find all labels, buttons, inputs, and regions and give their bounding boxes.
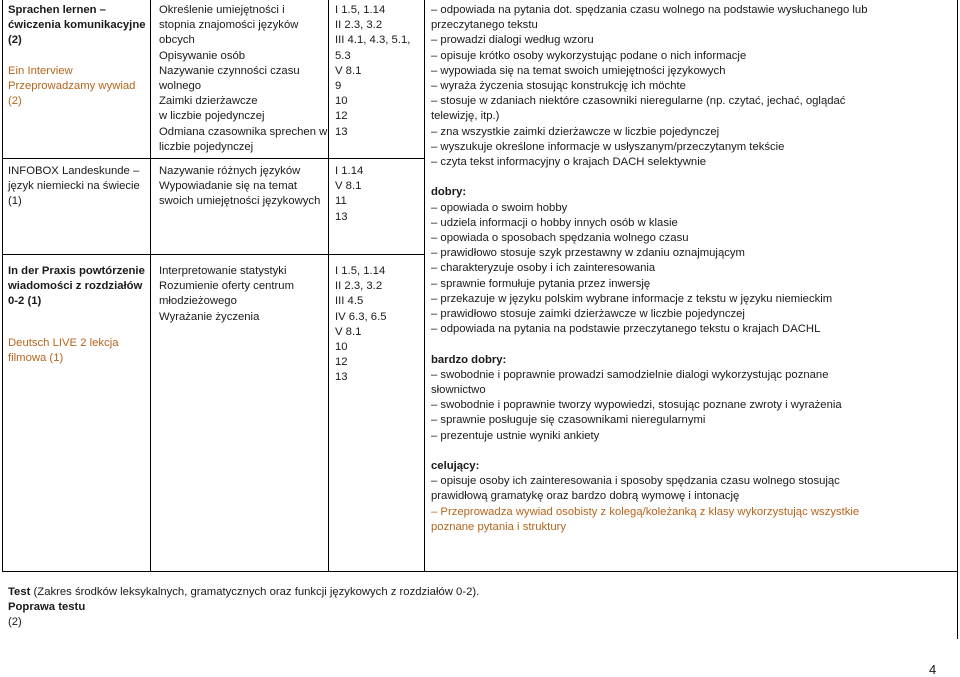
spacer bbox=[8, 49, 146, 64]
skill-line: Określenie umiejętności i bbox=[159, 4, 285, 16]
footer-hours: (2) bbox=[8, 616, 22, 629]
skill-line: Rozumienie oferty centrum bbox=[159, 280, 294, 293]
requirement-line: – charakteryzuje osoby i ich zainteresowania bbox=[431, 262, 656, 275]
requirement-line: przeczytanego tekstu bbox=[431, 19, 538, 32]
row1-topic-text bbox=[8, 3, 146, 109]
page-number: 4 bbox=[929, 662, 937, 677]
column-divider-2 bbox=[328, 0, 329, 571]
curriculum-code: 5.3 bbox=[335, 49, 351, 62]
row3-curriculum-codes bbox=[335, 264, 387, 386]
column-divider-1 bbox=[150, 0, 151, 571]
requirement-line: – prowadzi dialogi według wzoru bbox=[431, 34, 594, 47]
skill-line: młodzieżowego bbox=[159, 295, 237, 308]
topic-line: język niemiecki na świecie bbox=[8, 180, 140, 193]
row3-skills-cell bbox=[159, 264, 294, 325]
requirements-list bbox=[431, 3, 868, 535]
spacer bbox=[8, 310, 145, 325]
curriculum-code: II 2.3, 3.2 bbox=[335, 19, 383, 32]
skill-line: Odmiana czasownika sprechen w bbox=[159, 125, 328, 138]
requirement-line: – zna wszystkie zaimki dzierżawcze w liczbie pojedynczej bbox=[431, 125, 720, 138]
row3-curriculum-cell bbox=[335, 264, 387, 386]
curriculum-code: V 8.1 bbox=[335, 180, 362, 193]
row2-curriculum-cell bbox=[335, 164, 363, 225]
topic-line: In der Praxis powtórzenie bbox=[8, 265, 145, 277]
requirement-line: – Przeprowadza wywiad osobisty z kolegą/koleżanką z klasy wykorzystując wszystkie bbox=[431, 505, 860, 518]
skill-line: Interpretowanie statystyki bbox=[159, 265, 287, 277]
curriculum-code: I 1.5, 1.14 bbox=[335, 4, 386, 16]
row2-skills-list bbox=[159, 164, 320, 210]
curriculum-code: 10 bbox=[335, 95, 348, 108]
topic-line: INFOBOX Landeskunde – bbox=[8, 165, 140, 177]
curriculum-code: III 4.5 bbox=[335, 295, 364, 308]
requirement-line: – opowiada o sposobach spędzania wolnego czasu bbox=[431, 232, 689, 245]
topic-line: ćwiczenia komunikacyjne bbox=[8, 19, 146, 32]
curriculum-code: 13 bbox=[335, 125, 348, 138]
curriculum-code: 9 bbox=[335, 80, 342, 93]
footer-retake-label: Poprawa testu bbox=[8, 601, 86, 614]
topic-line: wiadomości z rozdziałów bbox=[8, 280, 143, 293]
requirement-line: – wyraża życzenia stosując konstrukcję ich möchte bbox=[431, 80, 686, 93]
row1-curriculum-cell bbox=[335, 3, 410, 140]
row2-skills-cell bbox=[159, 164, 320, 210]
requirement-line: – czyta tekst informacyjny o krajach DACH selektywnie bbox=[431, 156, 706, 169]
topic-line: Sprachen lernen – bbox=[8, 4, 106, 16]
row-divider-footer bbox=[2, 571, 958, 572]
requirement-line: – opisuje krótko osoby wykorzystując podane o nich informacje bbox=[431, 49, 747, 62]
row3-topic-cell bbox=[8, 264, 145, 366]
topic-line: (1) bbox=[8, 195, 22, 208]
skill-line: Wyrażanie życzenia bbox=[159, 310, 260, 323]
skill-line: Nazywanie różnych języków bbox=[159, 165, 301, 177]
spacer bbox=[431, 444, 868, 459]
requirement-line: – przekazuje w języku polskim wybrane informacje z tekstu w języku niemieckim bbox=[431, 292, 833, 305]
skill-line: w liczbie pojedynczej bbox=[159, 110, 265, 123]
requirement-line: bardzo dobry: bbox=[431, 353, 507, 366]
row2-topic-text bbox=[8, 164, 140, 210]
requirement-line: poznane pytania i struktury bbox=[431, 520, 567, 533]
curriculum-code: II 2.3, 3.2 bbox=[335, 280, 383, 293]
topic-line: (2) bbox=[8, 34, 22, 47]
spacer bbox=[431, 170, 868, 185]
curriculum-code: I 1.5, 1.14 bbox=[335, 265, 386, 277]
requirement-line: – stosuje w zdaniach niektóre czasowniki nieregularne (np. czytać, jechać, oglądać bbox=[431, 95, 846, 108]
requirement-line: – prezentuje ustnie wyniki ankiety bbox=[431, 429, 600, 442]
footer-test-line bbox=[8, 585, 479, 600]
requirement-line: – opisuje osoby ich zainteresowania i sposoby spędzania czasu wolnego stosując bbox=[431, 475, 840, 488]
skill-line: Opisywanie osób bbox=[159, 49, 246, 62]
row2-curriculum-codes bbox=[335, 164, 363, 225]
curriculum-code: V 8.1 bbox=[335, 325, 362, 338]
skill-line: stopnia znajomości języków bbox=[159, 19, 299, 32]
requirement-line: telewizję, itp.) bbox=[431, 110, 500, 123]
row1-topic-cell bbox=[8, 3, 146, 109]
skill-line: Zaimki dzierżawcze bbox=[159, 95, 258, 108]
requirement-line: – opowiada o swoim hobby bbox=[431, 201, 568, 214]
requirement-line: – swobodnie i poprawnie prowadzi samodzielnie dialogi wykorzystując poznane bbox=[431, 368, 829, 381]
requirement-line: prawidłową gramatykę oraz bardzo dobrą wymowę i intonację bbox=[431, 490, 740, 503]
requirements-cell bbox=[431, 3, 868, 535]
spacer bbox=[8, 325, 145, 336]
curriculum-code: V 8.1 bbox=[335, 64, 362, 77]
curriculum-code: 13 bbox=[335, 371, 348, 384]
row-divider-1 bbox=[2, 158, 425, 159]
column-divider-3 bbox=[424, 0, 425, 571]
curriculum-code: 13 bbox=[335, 210, 348, 223]
requirement-line: słownictwo bbox=[431, 384, 486, 397]
row1-skills-cell bbox=[159, 3, 327, 155]
row-divider-2 bbox=[2, 254, 425, 255]
topic-line: Ein Interview bbox=[8, 64, 73, 77]
requirement-line: – odpowiada na pytania na podstawie przeczytanego tekstu o krajach DACHL bbox=[431, 323, 821, 336]
table-border-left bbox=[2, 0, 3, 571]
curriculum-code: IV 6.3, 6.5 bbox=[335, 310, 387, 323]
row2-topic-cell bbox=[8, 164, 140, 210]
skill-line: wolnego bbox=[159, 80, 202, 93]
topic-line: 0-2 (1) bbox=[8, 295, 42, 308]
requirement-line: dobry: bbox=[431, 186, 467, 199]
row3-skills-list bbox=[159, 264, 294, 325]
row3-topic-text bbox=[8, 264, 145, 366]
footer-test-label: Test bbox=[8, 586, 31, 598]
curriculum-code: III 4.1, 4.3, 5.1, bbox=[335, 34, 411, 47]
curriculum-code: 12 bbox=[335, 110, 348, 123]
skill-line: swoich umiejętności językowych bbox=[159, 195, 321, 208]
row1-skills-list bbox=[159, 3, 327, 155]
requirement-line: – swobodnie i poprawnie tworzy wypowiedzi, stosując poznane zwroty i wyrażenia bbox=[431, 399, 842, 412]
curriculum-code: 12 bbox=[335, 356, 348, 369]
curriculum-code: I 1.14 bbox=[335, 165, 364, 177]
skill-line: Nazywanie czynności czasu bbox=[159, 64, 300, 77]
topic-line: Deutsch LIVE 2 lekcja bbox=[8, 336, 119, 349]
requirement-line: – prawidłowo stosuje szyk przestawny w zdaniu oznajmującym bbox=[431, 247, 745, 260]
curriculum-code: 11 bbox=[335, 195, 347, 208]
requirement-line: celujący: bbox=[431, 460, 480, 473]
requirement-line: – wyszukuje określone informacje w usłyszanym/przeczytanym tekście bbox=[431, 140, 785, 153]
skill-line: Wypowiadanie się na temat bbox=[159, 180, 298, 193]
table-border-right bbox=[957, 0, 958, 639]
requirement-line: – prawidłowo stosuje zaimki dzierżawcze w liczbie pojedynczej bbox=[431, 308, 745, 321]
footer-cell bbox=[8, 585, 479, 631]
requirement-line: – odpowiada na pytania dot. spędzania czasu wolnego na podstawie wysłuchanego lub bbox=[431, 4, 868, 16]
skill-line: liczbie pojedynczej bbox=[159, 140, 254, 153]
topic-line: (2) bbox=[8, 95, 22, 108]
spacer bbox=[431, 337, 868, 352]
requirement-line: – sprawnie posługuje się czasownikami nieregularnymi bbox=[431, 414, 706, 427]
curriculum-code: 10 bbox=[335, 341, 348, 354]
requirement-line: – sprawnie formułuje pytania przez inwersję bbox=[431, 277, 651, 290]
requirement-line: – wypowiada się na temat swoich umiejętności językowych bbox=[431, 64, 726, 77]
skill-line: obcych bbox=[159, 34, 195, 47]
requirement-line: – udziela informacji o hobby innych osób w klasie bbox=[431, 216, 678, 229]
row1-curriculum-codes bbox=[335, 3, 410, 140]
topic-line: Przeprowadzamy wywiad bbox=[8, 80, 136, 92]
footer-test-text: (Zakres środków leksykalnych, gramatycznych oraz funkcji językowych z rozdziałów 0-2). bbox=[30, 586, 480, 598]
topic-line: filmowa (1) bbox=[8, 352, 64, 364]
